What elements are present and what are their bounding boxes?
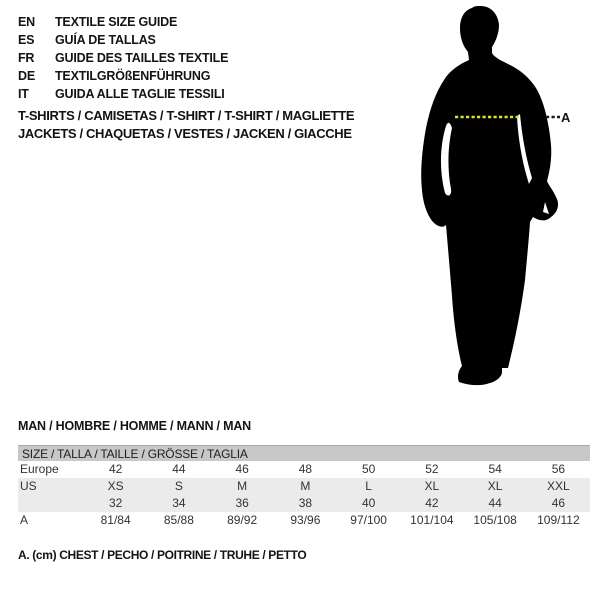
- language-label: GUIDA ALLE TAGLIE TESSILI: [55, 87, 225, 101]
- table-cell: 105/108: [473, 513, 517, 527]
- language-code: EN: [18, 15, 35, 29]
- row-label: US: [20, 479, 37, 493]
- garment-line-jackets: JACKETS / CHAQUETAS / VESTES / JACKEN / GIACCHE: [18, 125, 352, 141]
- language-list: [18, 13, 228, 103]
- measure-label-a: A: [561, 110, 571, 125]
- table-row-us-numeric: [18, 495, 590, 512]
- table-cell: 42: [108, 462, 123, 476]
- table-cell: 93/96: [290, 513, 321, 527]
- table-cell: XS: [107, 479, 124, 493]
- row-label: Europe: [20, 462, 59, 476]
- silhouette-body: [421, 6, 558, 385]
- table-cell: 109/112: [537, 513, 580, 527]
- table-cell: 36: [235, 496, 249, 510]
- language-code: ES: [18, 33, 35, 47]
- size-table-header: SIZE / TALLA / TAILLE / GRÖSSE / TAGLIA: [18, 445, 590, 461]
- man-silhouette: [405, 0, 575, 400]
- table-cell: 48: [298, 462, 313, 476]
- table-cell: L: [365, 479, 372, 493]
- language-row: [18, 13, 228, 31]
- table-cell: 81/84: [100, 513, 131, 527]
- table-cell: 101/104: [410, 513, 454, 527]
- table-cell: 46: [235, 462, 249, 476]
- table-cell: 52: [425, 462, 439, 476]
- table-cell: 42: [425, 496, 439, 510]
- table-cell: 34: [172, 496, 186, 510]
- language-label: TEXTILGRÖßENFÜHRUNG: [55, 69, 211, 83]
- garment-line-tshirts: T-SHIRTS / CAMISETAS / T-SHIRT / T-SHIRT / MAGLIETTE: [18, 108, 355, 123]
- table-cell: 97/100: [350, 513, 387, 527]
- table-cell: 40: [361, 496, 376, 510]
- table-cell: 46: [551, 496, 566, 510]
- language-code: FR: [18, 51, 35, 65]
- table-cell: 54: [488, 462, 502, 476]
- row-label: A: [20, 513, 29, 527]
- table-row-chest-a: [18, 512, 590, 529]
- section-heading-man: MAN / HOMBRE / HOMME / MANN / MAN: [18, 419, 251, 433]
- table-row-europe: [18, 461, 590, 478]
- table-cell: 50: [361, 462, 376, 476]
- language-row: [18, 49, 228, 67]
- size-table: [18, 445, 590, 529]
- language-label: GUÍA DE TALLAS: [55, 33, 156, 47]
- table-cell: XL: [487, 479, 503, 493]
- table-cell: 85/88: [163, 513, 194, 527]
- table-cell: 44: [488, 496, 502, 510]
- table-cell: 56: [551, 462, 566, 476]
- language-label: TEXTILE SIZE GUIDE: [55, 15, 178, 29]
- table-cell: 44: [172, 462, 186, 476]
- table-cell: M: [300, 479, 311, 493]
- table-cell: S: [174, 479, 183, 493]
- table-cell: 89/92: [227, 513, 258, 527]
- table-cell: 38: [298, 496, 313, 510]
- language-label: GUIDE DES TAILLES TEXTILE: [55, 51, 229, 65]
- row-label: [18, 495, 84, 512]
- language-row: [18, 85, 228, 103]
- table-cell: XXL: [547, 479, 570, 493]
- language-row: [18, 67, 228, 85]
- language-row: [18, 31, 228, 49]
- language-code: IT: [18, 87, 29, 101]
- garment-types: [18, 107, 354, 142]
- table-cell: XL: [424, 479, 440, 493]
- table-cell: M: [237, 479, 248, 493]
- language-code: DE: [18, 69, 35, 83]
- table-cell: 32: [108, 496, 123, 510]
- footnote-chest-measure: A. (cm) CHEST / PECHO / POITRINE / TRUHE / PETTO: [18, 548, 307, 562]
- table-row-us: [18, 478, 590, 495]
